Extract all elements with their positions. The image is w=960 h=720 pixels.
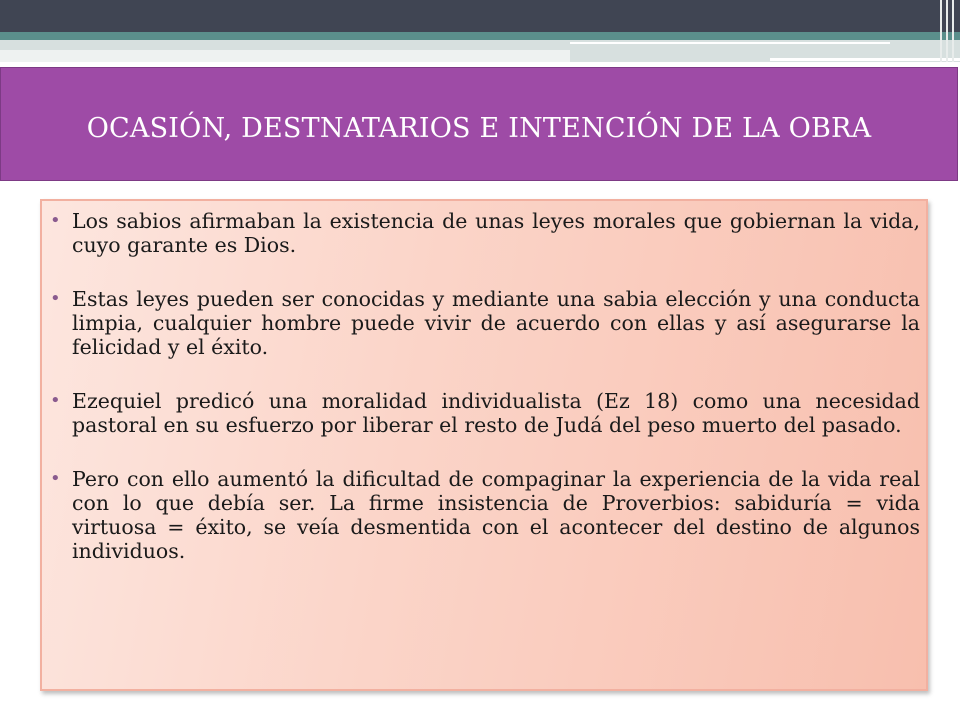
bullet-text: Los sabios afirmaban la existencia de unas leyes morales que gobiernan la vida, cuyo garante es Dios. xyxy=(72,209,920,257)
slide-title: OCASIÓN, DESTNATARIOS E INTENCIÓN DE LA OBRA xyxy=(86,112,872,144)
bullet-item xyxy=(50,287,920,359)
header-stripe xyxy=(770,58,960,61)
bullet-item xyxy=(50,389,920,437)
bullet-item xyxy=(50,467,920,563)
bullet-text: Estas leyes pueden ser conocidas y mediante una sabia elección y una conducta limpia, cualquier hombre puede vivir de acuerdo con ellas y así asegurarse la felicidad y el éxito. xyxy=(72,287,920,359)
title-bar xyxy=(0,67,958,181)
bullet-icon: • xyxy=(50,468,61,489)
bullet-list xyxy=(50,209,920,563)
header-stripe xyxy=(570,42,890,44)
header-band-teal xyxy=(0,32,960,40)
bullet-item xyxy=(50,209,920,257)
bullet-icon: • xyxy=(50,210,61,231)
bullet-text: Ezequiel predicó una moralidad individualista (Ez 18) como una necesidad pastoral en su esfuerzo por liberar el resto de Judá del peso muerto del pasado. xyxy=(72,389,920,437)
bullet-text: Pero con ello aumentó la dificultad de compaginar la experiencia de la vida real con lo que debía ser. La firme insistencia de Proverbios: sabiduría = vida virtuosa = éxito, se veía desmentida con el acontecer del destino de algunos individuos. xyxy=(72,467,920,563)
bullet-icon: • xyxy=(50,288,61,309)
header-vertical-lines xyxy=(938,0,954,62)
header-band-light-inner xyxy=(0,50,570,62)
header-band-dark xyxy=(0,0,960,32)
content-box xyxy=(40,199,928,691)
bullet-icon: • xyxy=(50,390,61,411)
